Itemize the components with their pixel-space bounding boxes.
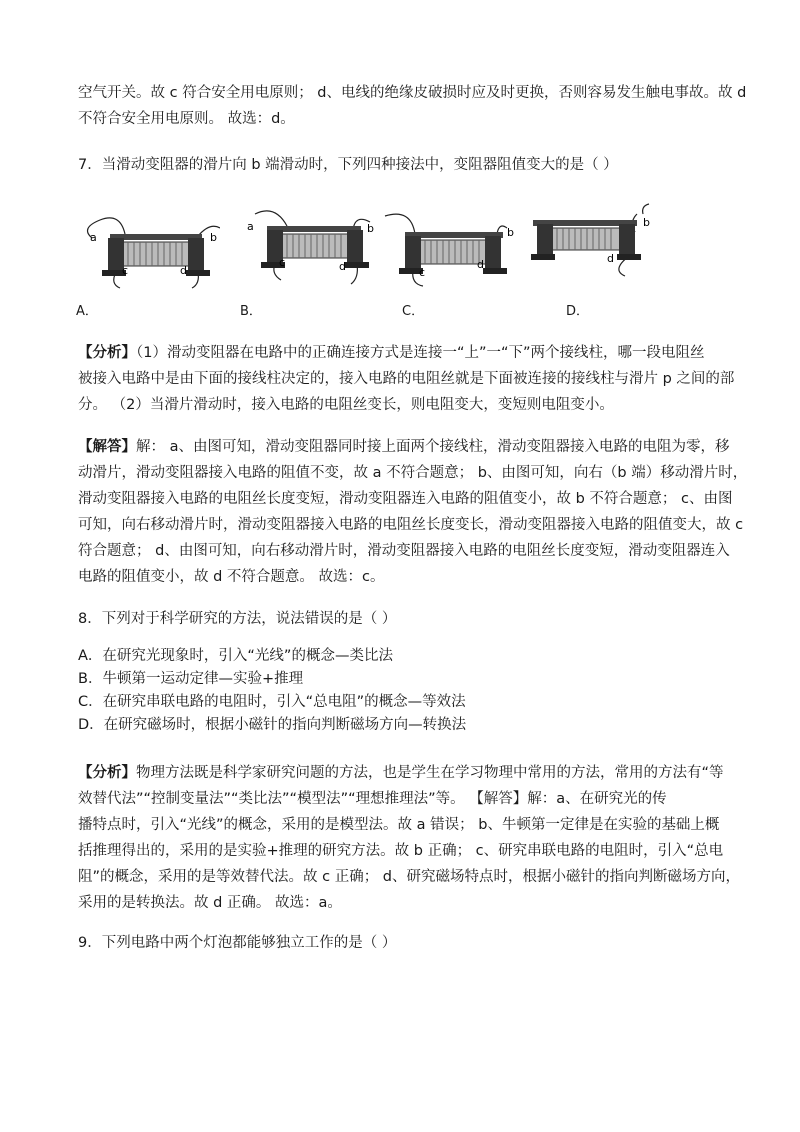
terminal-b-label: b (507, 226, 514, 239)
terminal-a-label: a (90, 231, 97, 244)
solution-line: 电路的阻值变小，故 d 不符合题意。 故选：c。 (78, 569, 385, 585)
analysis-line: 播特点时，引入“光线”的概念，采用的是模型法。故 a 错误； b、牛顿第一定律是在实验的基础上概 (78, 817, 720, 833)
option-b: B．牛顿第一运动定律—实验+推理 (78, 671, 304, 687)
rheostat-figures (70, 200, 730, 290)
terminal-a-label: a (247, 220, 254, 233)
text-line: 不符合安全用电原则。 故选：d。 (78, 111, 295, 127)
solution-line: 动滑片，滑动变阻器接入电路的阻值不变，故 a 不符合题意； b、由图可知，向右（b 端）移动滑片时， (78, 465, 748, 481)
rheostat-diagram-d (525, 200, 675, 290)
figure-label-c: C． (402, 304, 425, 319)
option-a: A．在研究光现象时，引入“光线”的概念—类比法 (78, 648, 393, 664)
terminal-d-label: d (477, 258, 484, 271)
terminal-c-label: c (279, 256, 286, 269)
terminal-c-label: c (122, 264, 129, 277)
rheostat-diagram-a (70, 200, 220, 290)
question-9: 9．下列电路中两个灯泡都能够独立工作的是（ ） (78, 935, 397, 951)
rheostat-diagram-c (375, 200, 525, 290)
analysis-line: 阻”的概念，采用的是等效替代法。故 c 正确； d、研究磁场特点时，根据小磁针的指向判断磁场方向， (78, 869, 741, 885)
option-d: D．在研究磁场时，根据小磁针的指向判断磁场方向—转换法 (78, 717, 467, 733)
analysis-line (78, 343, 705, 363)
option-c: C．在研究串联电路的电阻时，引入“总电阻”的概念—等效法 (78, 694, 466, 710)
analysis-line: 分。 （2）当滑片滑动时，接入电路的电阻丝变长，则电阻变大，变短则电阻变小。 (78, 397, 614, 413)
rheostat-diagram-b (235, 200, 385, 290)
analysis-tag: 【分析】 (78, 345, 136, 361)
solution-line (78, 437, 730, 457)
question-7: 7．当滑动变阻器的滑片向 b 端滑动时，下列四种接法中，变阻器阻值变大的是（ ） (78, 157, 618, 173)
figure-label-b: B． (240, 304, 262, 319)
solution-tag: 【解答】 (78, 439, 136, 455)
terminal-b-label: b (643, 216, 650, 229)
terminal-d-label: d (180, 264, 187, 277)
analysis-line: 被接入电路中是由下面的接线柱决定的，接入电路的电阻丝就是下面被连接的接线柱与滑片 p 之间的部 (78, 371, 735, 387)
analysis-line: 括推理得出的，采用的是实验+推理的研究方法。故 b 正确； c、研究串联电路的电阻时，引入“总电 (78, 843, 724, 859)
terminal-d-label: d (339, 260, 346, 273)
analysis-text: （1）滑动变阻器在电路中的正确连接方式是连接一“上”一“下”两个接线柱，哪一段电阻丝 (136, 345, 705, 361)
analysis-tag: 【分析】 (78, 765, 136, 781)
solution-line: 符合题意； d、由图可知，向右移动滑片时，滑动变阻器接入电路的电阻丝长度变短，滑动变阻器连入 (78, 543, 730, 559)
terminal-d-label: d (607, 252, 614, 265)
analysis-line (78, 763, 724, 783)
solution-line: 可知，向右移动滑片时，滑动变阻器接入电路的电阻丝长度变长，滑动变阻器接入电路的阻值变大，故 c (78, 517, 744, 533)
analysis-text: 物理方法既是科学家研究问题的方法，也是学生在学习物理中常用的方法，常用的方法有“等 (136, 765, 724, 781)
solution-line: 滑动变阻器接入电路的电阻丝长度变短，滑动变阻器连入电路的阻值变小，故 b 不符合题意； c、由图 (78, 491, 733, 507)
terminal-b-label: b (210, 231, 217, 244)
figure-label-d: D． (566, 304, 590, 319)
analysis-line: 采用的是转换法。故 d 正确。 故选：a。 (78, 895, 342, 911)
solution-text: 解： a、由图可知，滑动变阻器同时接上面两个接线柱，滑动变阻器接入电路的电阻为零，移 (136, 439, 730, 455)
question-8: 8．下列对于科学研究的方法，说法错误的是（ ） (78, 611, 397, 627)
terminal-c-label: c (419, 266, 426, 279)
analysis-line: 效替代法”“控制变量法”“类比法”“模型法”“理想推理法”等。 【解答】解：a、在研究光的传 (78, 791, 667, 807)
figure-label-a: A． (76, 304, 98, 319)
terminal-b-label: b (367, 222, 374, 235)
text-line: 空气开关。故 c 符合安全用电原则； d、电线的绝缘皮破损时应及时更换，否则容易发生触电事故。故 d (78, 85, 747, 101)
